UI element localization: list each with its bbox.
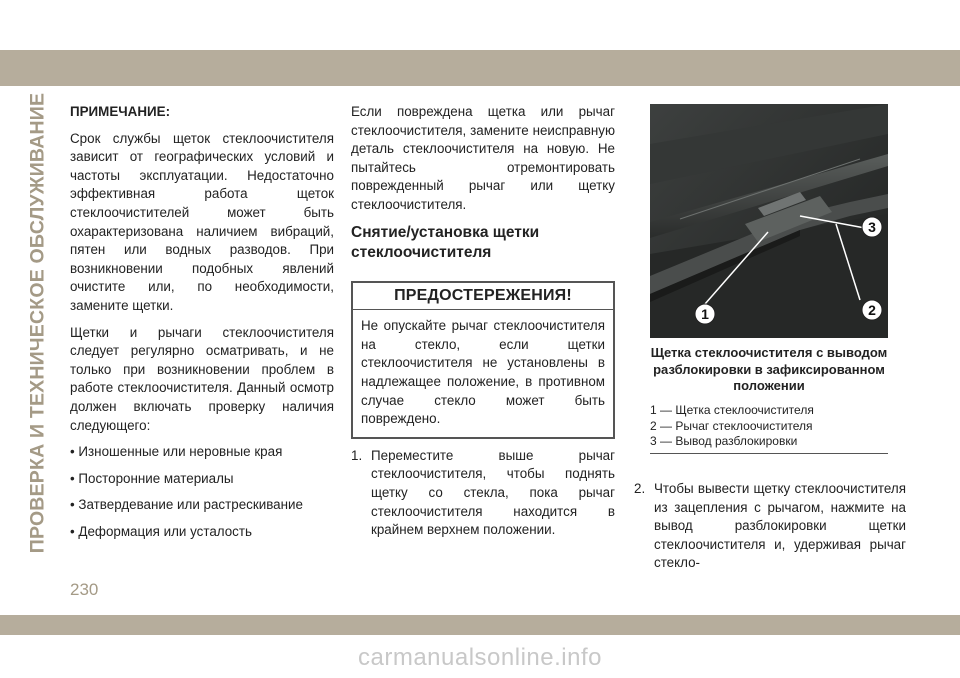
bullet-item: • Посторонние материалы (70, 470, 234, 486)
legend-item: 3 — Вывод разблокировки (650, 434, 798, 448)
step-1 (351, 447, 615, 540)
header-stripe (0, 50, 960, 86)
watermark-text: carmanualsonline.info (358, 644, 602, 671)
column-middle (351, 103, 615, 540)
legend-item: 1 — Щетка стеклоочистителя (650, 403, 814, 417)
top-margin (0, 0, 960, 50)
figure-legend (650, 403, 888, 450)
legend-item: 2 — Рычаг стеклоочистителя (650, 418, 813, 433)
warning-title: ПРЕДОСТЕРЕЖЕНИЯ! (353, 283, 613, 311)
footer-stripe (0, 615, 960, 635)
step-text: Чтобы вывести щетку стеклоочистителя из зацепления с рычагом, нажмите на вывод разблокировки щетки стеклоочистителя и, удерживая рычаг стекло- (654, 481, 906, 571)
step-number: 1. (351, 447, 363, 463)
note-text: Срок службы щеток стеклоочистителя зависит от географических условий и частоты эксплуатации. Недостаточно эффективная работа щеток стеклоочистителей может быть охарактеризована наличием вибраций, пятен или водных разводов. При возникновении подобных явлений очистите или, по необходимости, замените щетки. (70, 130, 334, 313)
side-section-title (24, 92, 52, 554)
step-number: 2. (634, 481, 646, 496)
callout-overlay (650, 104, 888, 338)
legend-divider (650, 453, 888, 454)
step-2 (634, 480, 906, 573)
figure-caption: Щетка стеклоочистителя с выводом разблокировки в зафиксированном положении (650, 345, 888, 393)
note-title: ПРИМЕЧАНИЕ: (70, 104, 171, 119)
side-title-text: ПРОВЕРКА И ТЕХНИЧЕСКОЕ ОБСЛУЖИВАНИЕ (26, 92, 49, 554)
bullet-item: • Деформация или усталость (70, 523, 252, 539)
wiper-photo (650, 104, 888, 338)
callout-1: 1 (701, 306, 709, 322)
section-heading: Снятие/установка щетки стеклоочистителя (351, 223, 540, 261)
warning-box (351, 281, 615, 439)
warning-text: Не опускайте рычаг стеклоочистителя на стекло, если щетки стеклоочистителя не установлены в надлежащее положение, в противном случае стекло может быть повреждено. (361, 318, 605, 427)
page-number: 230 (70, 580, 99, 599)
callout-2: 2 (868, 302, 876, 318)
column-right (634, 480, 906, 573)
step-text: Переместите выше рычаг стеклоочистителя, чтобы поднять щетку со стекла, пока рычаг стеклоочистителя находится в крайнем верхнем положении. (371, 447, 615, 538)
replacement-paragraph: Если повреждена щетка или рычаг стеклоочистителя, замените неисправную деталь стеклоочистителя на новую. Не пытайтесь отремонтировать поврежденный рычаг или щетку стеклоочистителя. (351, 104, 615, 212)
bullet-item: • Затвердевание или растрескивание (70, 497, 303, 513)
inspection-paragraph: Щетки и рычаги стеклоочистителя следует регулярно осматривать, и не только при возникновении проблем в работе стеклоочистителя. Данный осмотр должен включать проверку наличия следующего: (70, 324, 334, 433)
column-left (70, 103, 334, 549)
callout-3: 3 (868, 219, 876, 235)
bullet-item: • Изношенные или неровные края (70, 444, 283, 460)
